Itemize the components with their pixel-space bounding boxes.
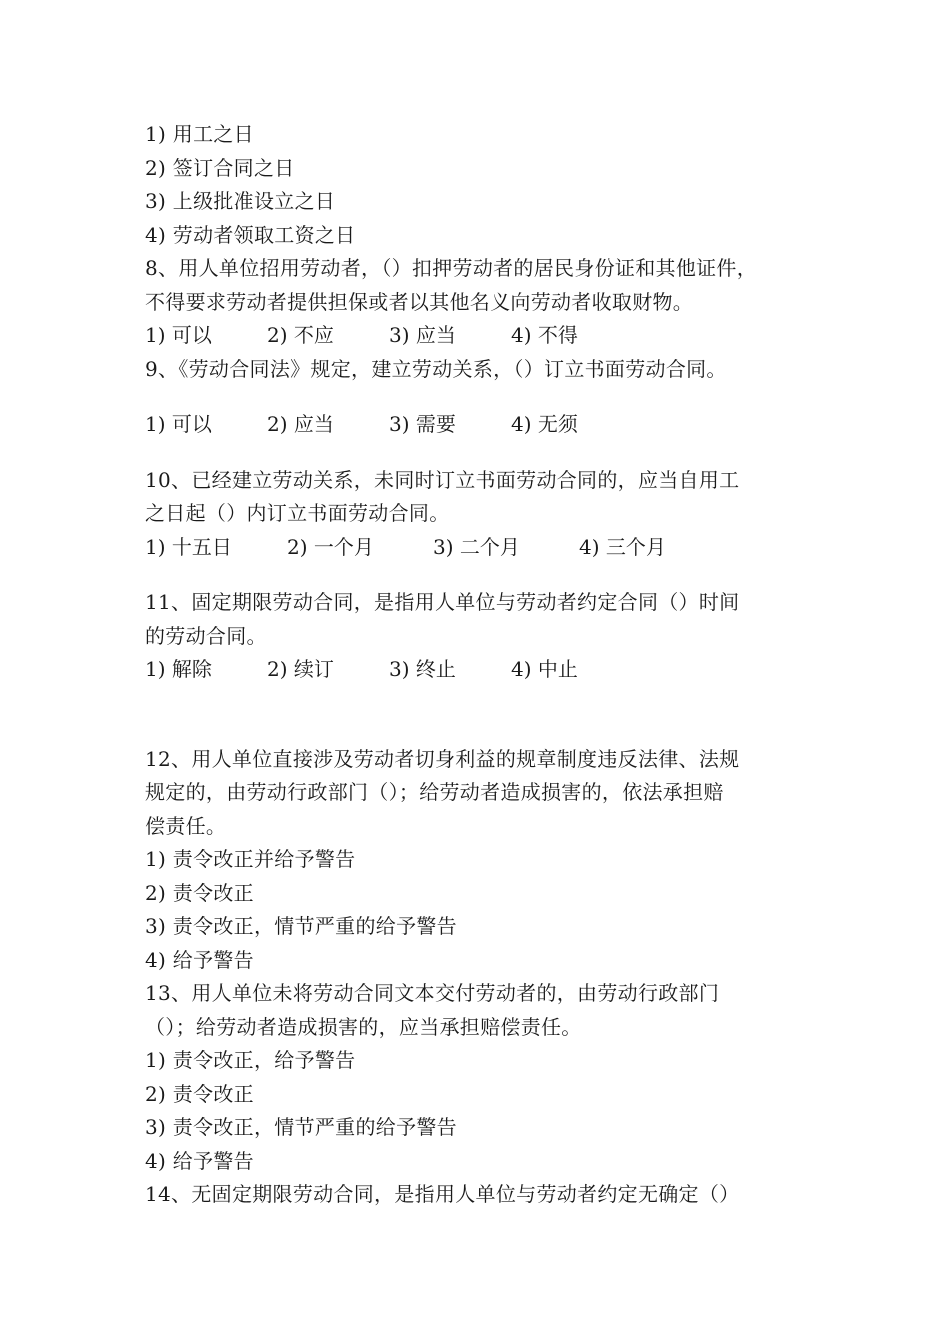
q9-text-line1: 9、《劳动合同法》规定，建立劳动关系，（）订立书面劳动合同。 — [145, 356, 727, 381]
q12-option-4: 4) 给予警告 — [145, 947, 254, 972]
q13-text-line1: 13、用人单位未将劳动合同文本交付劳动者的，由劳动行政部门 — [145, 981, 720, 1005]
q10-options — [145, 531, 825, 565]
q8-option-4: 4) 不得 — [511, 323, 578, 347]
q10-option-3: 3) 二个月 — [433, 534, 520, 559]
question-list — [145, 118, 825, 1212]
q12-option-2: 2) 责令改正 — [145, 880, 254, 905]
spacer — [145, 386, 825, 408]
q11-option-2: 2) 续订 — [267, 657, 334, 681]
spacer — [145, 564, 825, 586]
q8-text-line2: 不得要求劳动者提供担保或者以其他名义向劳动者收取财物。 — [145, 289, 694, 314]
q12-text-line3: 偿责任。 — [145, 813, 227, 838]
q11-text-line1: 11、固定期限劳动合同，是指用人单位与劳动者约定合同（）时间 — [145, 590, 740, 614]
spacer — [145, 442, 825, 464]
q13-option-3: 3) 责令改正，情节严重的给予警告 — [145, 1115, 457, 1139]
q9-options — [145, 408, 825, 442]
q11-option-1: 1) 解除 — [145, 657, 212, 681]
spacer — [145, 687, 825, 743]
q7-option-3: 3) 上级批准设立之日 — [145, 189, 336, 213]
q9-option-1: 1) 可以 — [145, 412, 212, 436]
q9-option-2: 2) 应当 — [267, 412, 334, 436]
q11-options — [145, 653, 825, 687]
q10-option-4: 4) 三个月 — [579, 534, 666, 559]
q8-option-1: 1) 可以 — [145, 323, 212, 347]
q12-option-3: 3) 责令改正，情节严重的给予警告 — [145, 914, 457, 938]
q12-text-line1: 12、用人单位直接涉及劳动者切身利益的规章制度违反法律、法规 — [145, 746, 740, 771]
q8-option-2: 2) 不应 — [267, 323, 334, 347]
q10-text-line1: 10、已经建立劳动关系，未同时订立书面劳动合同的，应当自用工 — [145, 467, 740, 492]
q13-option-4: 4) 给予警告 — [145, 1148, 254, 1173]
q12-option-1: 1) 责令改正并给予警告 — [145, 847, 356, 871]
q8-text-line1: 8、用人单位招用劳动者，（）扣押劳动者的居民身份证和其他证件， — [145, 256, 758, 280]
q10-option-2: 2) 一个月 — [287, 534, 374, 559]
q11-text-line2: 的劳动合同。 — [145, 623, 267, 648]
q10-text-line2: 之日起（）内订立书面劳动合同。 — [145, 501, 450, 525]
q7-option-4: 4) 劳动者领取工资之日 — [145, 222, 356, 247]
q8-option-3: 3) 应当 — [389, 323, 456, 347]
q7-option-1: 1) 用工之日 — [145, 122, 254, 146]
q12-text-line2: 规定的，由劳动行政部门（）；给劳动者造成损害的，依法承担赔 — [145, 780, 724, 804]
q11-option-4: 4) 中止 — [511, 657, 578, 681]
q10-option-1: 1) 十五日 — [145, 534, 232, 559]
q13-text-line2: （）；给劳动者造成损害的，应当承担赔偿责任。 — [145, 1014, 582, 1039]
q13-option-1: 1) 责令改正，给予警告 — [145, 1048, 356, 1072]
q9-option-3: 3) 需要 — [389, 412, 456, 436]
q9-option-4: 4) 无须 — [511, 412, 578, 436]
q14-text-line1: 14、无固定期限劳动合同，是指用人单位与劳动者约定无确定（） — [145, 1182, 740, 1206]
q7-option-2: 2) 签订合同之日 — [145, 155, 295, 180]
q13-option-2: 2) 责令改正 — [145, 1081, 254, 1106]
q11-option-3: 3) 终止 — [389, 657, 456, 681]
q8-options — [145, 319, 825, 353]
